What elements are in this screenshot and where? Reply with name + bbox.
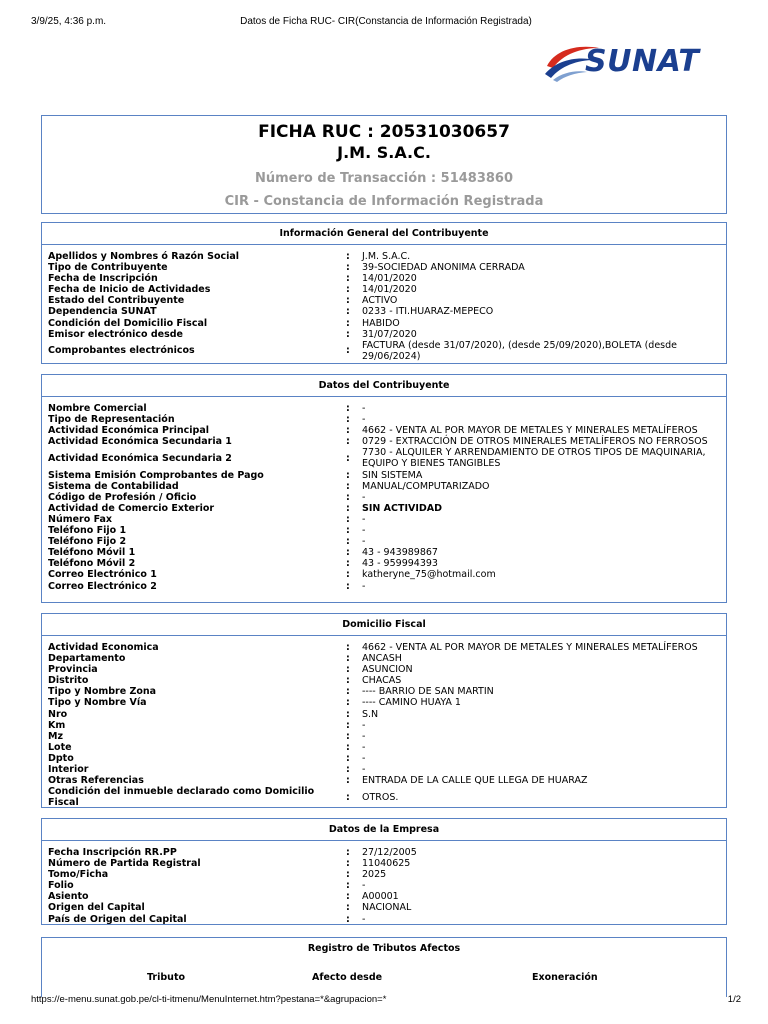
field-value: A00001 — [362, 891, 399, 903]
field-row — [48, 525, 726, 536]
field-colon: : — [346, 675, 350, 687]
field-label: Origen del Capital — [48, 902, 145, 914]
field-label: Correo Electrónico 2 — [48, 580, 157, 592]
field-value: ASUNCION — [362, 664, 413, 676]
column-header-afecto-desde: Afecto desde — [312, 972, 383, 983]
field-value: - — [362, 719, 366, 731]
field-value: CHACAS — [362, 675, 402, 687]
field-colon: : — [346, 775, 350, 787]
field-value: ENTRADA DE LA CALLE QUE LLEGA DE HUARAZ — [362, 775, 588, 787]
field-value: - — [362, 764, 366, 776]
field-value: ---- CAMINO HUAYA 1 — [362, 697, 461, 709]
field-label: Departamento — [48, 653, 126, 665]
field-row — [48, 425, 726, 436]
field-colon: : — [346, 425, 350, 437]
field-value: 39-SOCIEDAD ANONIMA CERRADA — [362, 262, 525, 274]
field-label: Tipo de Representación — [48, 414, 175, 426]
field-colon: : — [346, 284, 350, 296]
field-row — [48, 786, 726, 808]
field-colon: : — [346, 502, 350, 514]
field-row — [48, 858, 726, 869]
field-colon: : — [346, 414, 350, 426]
field-colon: : — [346, 913, 350, 925]
section-title: Información General del Contribuyente — [279, 228, 489, 239]
field-value: - — [362, 880, 366, 892]
field-value: 4662 - VENTA AL POR MAYOR DE METALES Y MINERALES METALÍFEROS — [362, 642, 698, 653]
field-row — [48, 284, 726, 295]
section-title: Domicilio Fiscal — [342, 619, 426, 630]
field-row — [48, 902, 726, 913]
field-label: Tipo de Contribuyente — [48, 262, 168, 274]
field-row — [48, 536, 726, 547]
page-number: 1/2 — [727, 994, 741, 1005]
field-value: MANUAL/COMPUTARIZADO — [362, 480, 490, 492]
field-label: País de Origen del Capital — [48, 913, 187, 925]
print-date: 3/9/25, 4:36 p.m. — [31, 16, 107, 27]
field-colon: : — [346, 569, 350, 581]
field-row — [48, 581, 726, 592]
field-row — [48, 664, 726, 675]
field-row — [48, 653, 726, 664]
field-row — [48, 414, 726, 425]
field-value: - — [362, 403, 366, 414]
field-colon: : — [346, 730, 350, 742]
field-colon: : — [346, 891, 350, 903]
field-list — [42, 397, 726, 592]
field-colon: : — [346, 580, 350, 592]
field-value: 14/01/2020 — [362, 284, 417, 296]
field-row — [48, 306, 726, 317]
field-colon: : — [346, 295, 350, 307]
field-label: Tomo/Ficha — [48, 869, 109, 881]
field-colon: : — [346, 764, 350, 776]
field-value: 2025 — [362, 869, 387, 881]
field-colon: : — [346, 869, 350, 881]
field-row — [48, 251, 726, 262]
field-label: Folio — [48, 880, 74, 892]
field-value: 14/01/2020 — [362, 273, 417, 285]
field-colon: : — [346, 345, 350, 357]
numero-transaccion: Número de Transacción : 51483860 — [254, 171, 514, 186]
field-label: Tipo y Nombre Vía — [48, 697, 147, 709]
field-value: - — [362, 730, 366, 742]
field-label: Estado del Contribuyente — [48, 295, 185, 307]
field-label: Actividad de Comercio Exterior — [48, 502, 215, 514]
field-label: Teléfono Móvil 1 — [48, 547, 136, 559]
field-colon: : — [346, 653, 350, 665]
field-label: Teléfono Fijo 1 — [48, 525, 127, 537]
section-informacion-general — [41, 222, 727, 364]
field-colon: : — [346, 708, 350, 720]
section-tributos — [41, 937, 727, 997]
field-value: - — [362, 741, 366, 753]
field-value: SIN ACTIVIDAD — [362, 502, 442, 514]
field-row — [48, 764, 726, 775]
field-row — [48, 731, 726, 742]
field-colon: : — [346, 697, 350, 709]
field-label: Condición del inmueble declarado como Domicilio Fiscal — [48, 786, 315, 809]
field-row — [48, 273, 726, 284]
field-colon: : — [346, 403, 350, 414]
ficha-header-box — [41, 115, 727, 214]
field-colon: : — [346, 513, 350, 525]
field-label: Actividad Economica — [48, 642, 159, 653]
field-value: HABIDO — [362, 317, 400, 329]
field-value: ---- BARRIO DE SAN MARTIN — [362, 686, 494, 698]
field-label: Teléfono Fijo 2 — [48, 536, 127, 548]
field-row — [48, 914, 726, 925]
field-row — [48, 869, 726, 880]
field-row — [48, 318, 726, 329]
field-colon: : — [346, 558, 350, 570]
page-url: https://e-menu.sunat.gob.pe/cl-ti-itmenu/MenuInternet.htm?pestana=*&agrupacion=* — [31, 994, 387, 1005]
field-row — [48, 403, 726, 414]
field-row — [48, 503, 726, 514]
field-label: Número Fax — [48, 513, 113, 525]
field-colon: : — [346, 452, 350, 464]
field-row — [48, 329, 726, 340]
field-colon: : — [346, 306, 350, 318]
field-value: FACTURA (desde 31/07/2020), (desde 25/09/2020),BOLETA (desde 29/06/2024) — [362, 339, 677, 362]
field-row — [48, 481, 726, 492]
field-list — [42, 245, 726, 362]
field-row — [48, 675, 726, 686]
field-label: Lote — [48, 741, 72, 753]
field-row — [48, 847, 726, 858]
field-value: ACTIVO — [362, 295, 398, 307]
field-colon: : — [346, 251, 350, 262]
field-value: katheryne_75@hotmail.com — [362, 569, 496, 581]
field-label: Fecha de Inicio de Actividades — [48, 284, 211, 296]
field-label: Sistema de Contabilidad — [48, 480, 179, 492]
field-label: Condición del Domicilio Fiscal — [48, 317, 208, 329]
field-label: Nro — [48, 708, 68, 720]
field-label: Provincia — [48, 664, 98, 676]
field-label: Mz — [48, 730, 63, 742]
column-header-exoneracion: Exoneración — [532, 972, 598, 983]
field-row — [48, 775, 726, 786]
field-row — [48, 447, 726, 469]
field-colon: : — [346, 858, 350, 870]
field-value: SIN SISTEMA — [362, 469, 423, 481]
field-colon: : — [346, 262, 350, 274]
field-value: J.M. S.A.C. — [362, 251, 411, 262]
field-colon: : — [346, 547, 350, 559]
field-row — [48, 436, 726, 447]
field-label: Actividad Económica Secundaria 1 — [48, 436, 232, 448]
field-label: Comprobantes electrónicos — [48, 345, 195, 357]
section-datos-contribuyente — [41, 374, 727, 603]
field-row — [48, 686, 726, 697]
field-label: Dependencia SUNAT — [48, 306, 157, 318]
field-value: 4662 - VENTA AL POR MAYOR DE METALES Y MINERALES METALÍFEROS — [362, 425, 698, 437]
field-value: 43 - 943989867 — [362, 547, 438, 559]
field-value: 0233 - ITI.HUARAZ-MEPECO — [362, 306, 494, 318]
field-colon: : — [346, 273, 350, 285]
ficha-ruc-title: FICHA RUC : 20531030657 — [258, 122, 510, 142]
field-label: Código de Profesión / Oficio — [48, 491, 197, 503]
field-label: Otras Referencias — [48, 775, 144, 787]
field-colon: : — [346, 880, 350, 892]
field-colon: : — [346, 469, 350, 481]
field-label: Interior — [48, 764, 89, 776]
field-row — [48, 558, 726, 569]
field-label: Nombre Comercial — [48, 403, 147, 414]
section-title: Datos del Contribuyente — [318, 380, 450, 391]
field-row — [48, 642, 726, 653]
field-list — [42, 636, 726, 808]
field-label: Emisor electrónico desde — [48, 328, 183, 340]
field-value: - — [362, 414, 366, 426]
field-label: Fecha de Inscripción — [48, 273, 158, 285]
field-value: 43 - 959994393 — [362, 558, 438, 570]
section-datos-empresa — [41, 818, 727, 925]
section-title: Registro de Tributos Afectos — [307, 943, 461, 954]
razon-social-title: J.M. S.A.C. — [337, 143, 431, 162]
field-colon: : — [346, 686, 350, 698]
field-row — [48, 340, 726, 362]
field-label: Actividad Económica Principal — [48, 425, 210, 437]
field-row — [48, 697, 726, 708]
sunat-wordmark: SUNAT — [585, 44, 700, 79]
field-value: 0729 - EXTRACCIÓN DE OTROS MINERALES METALÍFEROS NO FERROSOS — [362, 436, 708, 448]
field-value: - — [362, 513, 366, 525]
field-label: Sistema Emisión Comprobantes de Pago — [48, 469, 264, 481]
section-domicilio-fiscal — [41, 613, 727, 808]
field-colon: : — [346, 480, 350, 492]
print-title: Datos de Ficha RUC- CIR(Constancia de Información Registrada) — [240, 16, 532, 27]
column-header-tributo: Tributo — [147, 972, 186, 983]
field-colon: : — [346, 436, 350, 448]
field-label: Apellidos y Nombres ó Razón Social — [48, 251, 240, 262]
field-colon: : — [346, 317, 350, 329]
field-row — [48, 720, 726, 731]
field-colon: : — [346, 741, 350, 753]
field-colon: : — [346, 791, 350, 803]
field-colon: : — [346, 328, 350, 340]
field-value: S.N — [362, 708, 379, 720]
field-colon: : — [346, 902, 350, 914]
field-label: Correo Electrónico 1 — [48, 569, 157, 581]
field-value: - — [362, 525, 366, 537]
field-colon: : — [346, 525, 350, 537]
sunat-logo — [543, 40, 729, 84]
field-value: ANCASH — [362, 653, 402, 665]
field-value: OTROS. — [362, 791, 399, 803]
field-row — [48, 295, 726, 306]
field-row — [48, 891, 726, 902]
field-label: Distrito — [48, 675, 89, 687]
field-value: - — [362, 580, 366, 592]
field-label: Tipo y Nombre Zona — [48, 686, 157, 698]
field-row — [48, 514, 726, 525]
field-row — [48, 569, 726, 580]
field-label: Dpto — [48, 752, 74, 764]
field-row — [48, 547, 726, 558]
field-row — [48, 709, 726, 720]
field-row — [48, 470, 726, 481]
field-label: Fecha Inscripción RR.PP — [48, 847, 177, 858]
field-value: NACIONAL — [362, 902, 412, 914]
field-colon: : — [346, 642, 350, 653]
field-value: 27/12/2005 — [362, 847, 417, 858]
field-list — [42, 841, 726, 925]
field-label: Teléfono Móvil 2 — [48, 558, 136, 570]
field-value: 7730 - ALQUILER Y ARRENDAMIENTO DE OTROS TIPOS DE MAQUINARIA, EQUIPO Y BIENES TANGIBLES — [362, 447, 706, 470]
cir-subtitle: CIR - Constancia de Información Registrada — [224, 194, 544, 209]
field-row — [48, 742, 726, 753]
field-value: - — [362, 536, 366, 548]
field-label: Asiento — [48, 891, 89, 903]
field-value: - — [362, 491, 366, 503]
field-row — [48, 880, 726, 891]
field-value: - — [362, 752, 366, 764]
field-colon: : — [346, 719, 350, 731]
field-row — [48, 492, 726, 503]
field-colon: : — [346, 752, 350, 764]
field-row — [48, 262, 726, 273]
tributos-table-header — [42, 957, 726, 987]
field-value: - — [362, 913, 366, 925]
field-value: 31/07/2020 — [362, 328, 417, 340]
field-label: Actividad Económica Secundaria 2 — [48, 452, 232, 464]
field-colon: : — [346, 847, 350, 858]
field-colon: : — [346, 536, 350, 548]
section-title: Datos de la Empresa — [328, 824, 440, 835]
field-colon: : — [346, 491, 350, 503]
field-colon: : — [346, 664, 350, 676]
field-label: Número de Partida Registral — [48, 858, 201, 870]
field-row — [48, 753, 726, 764]
field-value: 11040625 — [362, 858, 411, 870]
field-label: Km — [48, 719, 66, 731]
